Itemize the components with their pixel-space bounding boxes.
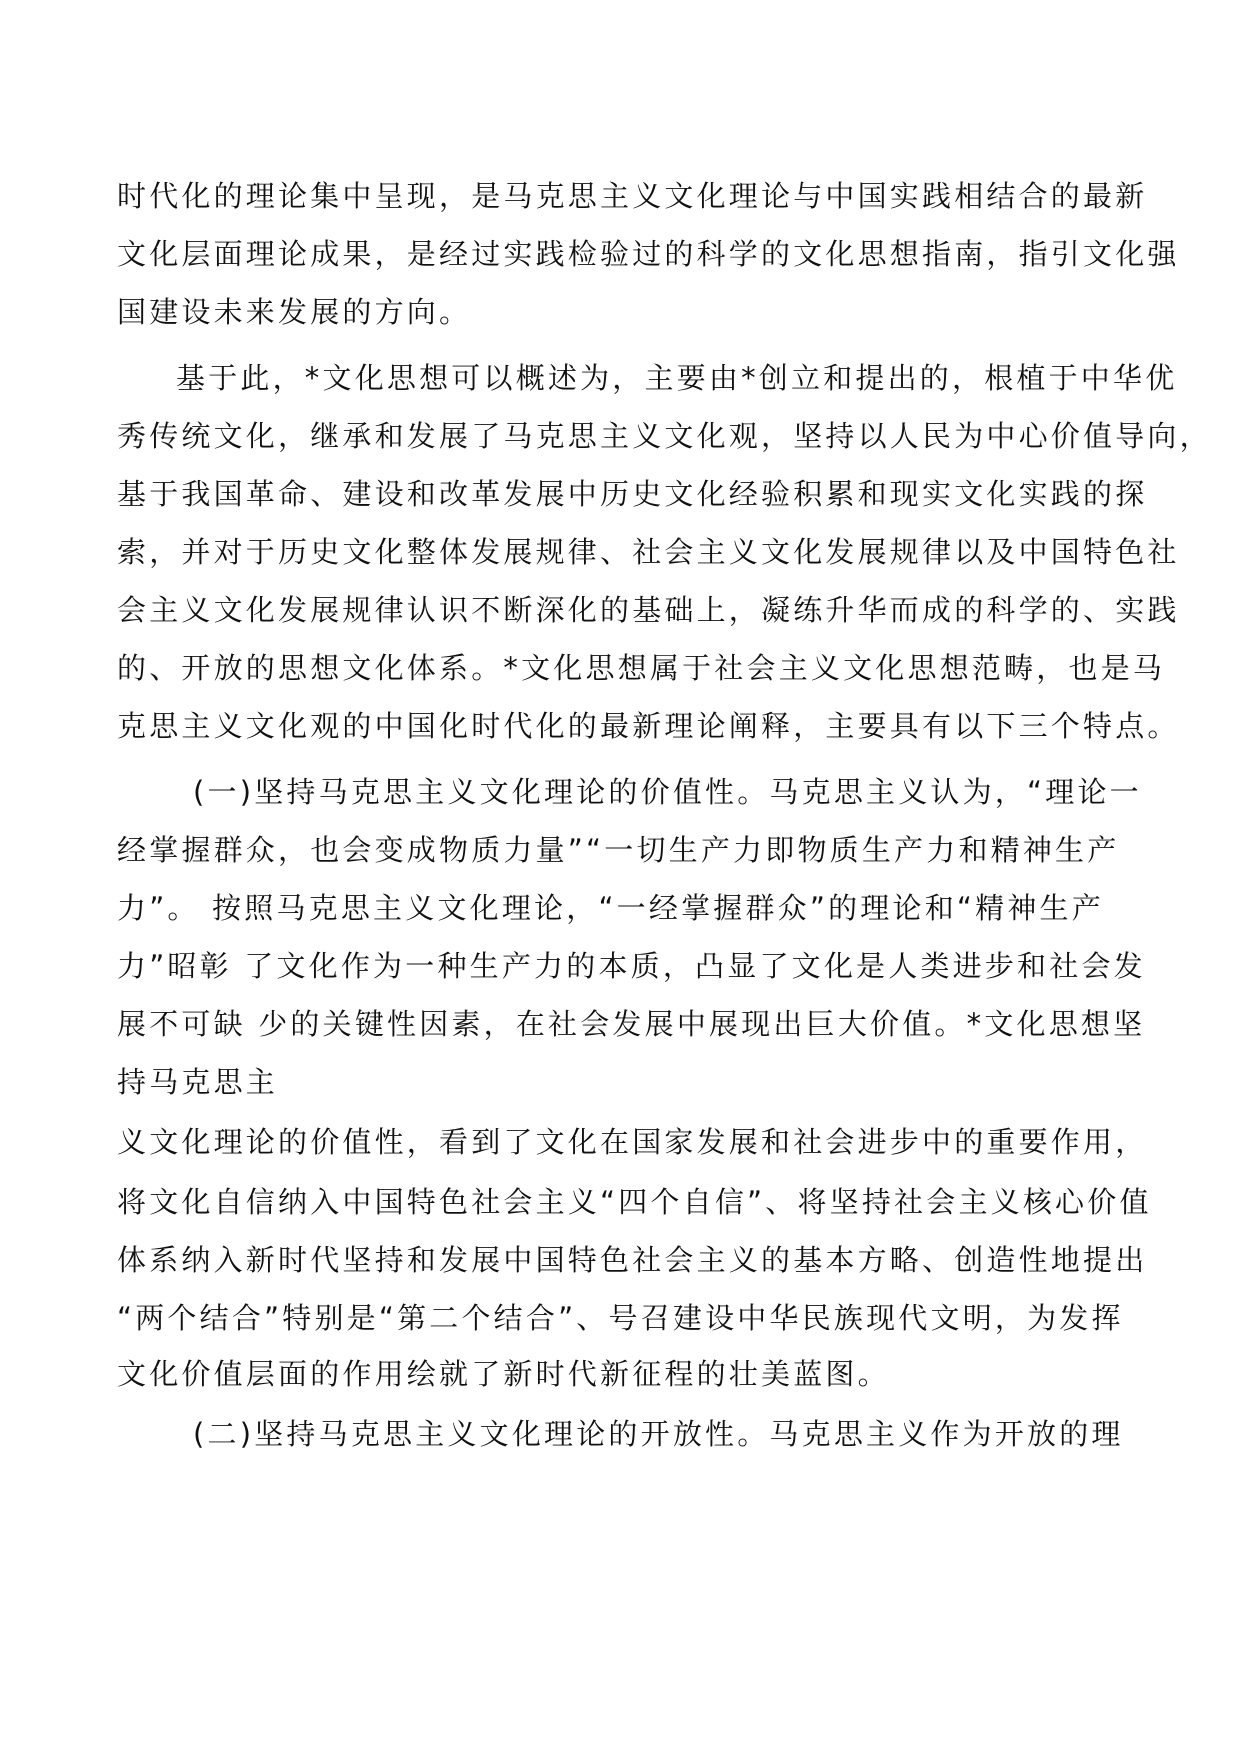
text-line: 时代化的理论集中呈现，是马克思主义文化理论与中国实践相结合的最新 bbox=[117, 179, 1148, 213]
text-line: 基于我国革命、建设和改革发展中历史文化经验积累和现实文化实践的探 bbox=[117, 477, 1148, 511]
text-line: 力”昭彰 了文化作为一种生产力的本质，凸显了文化是人类进步和社会发 bbox=[117, 949, 1146, 983]
text-line: 力”。 按照马克思主义文化理论，“一经掌握群众”的理论和“精神生产 bbox=[117, 891, 1104, 925]
text-line: 展不可缺 少的关键性因素，在社会发展中展现出巨大价值。*文化思想坚 bbox=[117, 1007, 1146, 1041]
text-line: 体系纳入新时代坚持和发展中国特色社会主义的基本方略、创造性地提出 bbox=[117, 1243, 1148, 1277]
text-line: 会主义文化发展规律认识不断深化的基础上，凝练升华而成的科学的、实践 bbox=[117, 593, 1180, 627]
text-line: 秀传统文化，继承和发展了马克思主义文化观，坚持以人民为中心价值导向， bbox=[117, 419, 1212, 453]
text-line: 克思主义文化观的中国化时代化的最新理论阐释，主要具有以下三个特点。 bbox=[117, 709, 1180, 743]
text-line: 义文化理论的价值性，看到了文化在国家发展和社会进步中的重要作用， bbox=[117, 1125, 1148, 1159]
text-line: 的、开放的思想文化体系。*文化思想属于社会主义文化思想范畴，也是马 bbox=[117, 651, 1166, 685]
text-line: “两个结合”特别是“第二个结合”、号召建设中华民族现代文明，为发挥 bbox=[117, 1301, 1124, 1335]
text-line: 将文化自信纳入中国特色社会主义“四个自信”、将坚持社会主义核心价值 bbox=[117, 1185, 1152, 1219]
paragraph-start-line: 基于此，*文化思想可以概述为，主要由*创立和提出的，根植于中华优 bbox=[176, 361, 1178, 395]
text-line: 国建设未来发展的方向。 bbox=[117, 295, 472, 329]
text-line: 文化价值层面的作用绘就了新时代新征程的壮美蓝图。 bbox=[117, 1357, 890, 1391]
text-line: 文化层面理论成果，是经过实践检验过的科学的文化思想指南，指引文化强 bbox=[117, 237, 1180, 271]
text-line: 经掌握群众，也会变成物质力量”“一切生产力即物质生产力和精神生产 bbox=[117, 833, 1120, 867]
text-line: 索，并对于历史文化整体发展规律、社会主义文化发展规律以及中国特色社 bbox=[117, 535, 1180, 569]
section-heading-line: (二)坚持马克思主义文化理论的开放性。马克思主义作为开放的理 bbox=[193, 1417, 1124, 1451]
text-line: 持马克思主 bbox=[117, 1065, 279, 1099]
section-heading-line: (一)坚持马克思主义文化理论的价值性。马克思主义认为，“理论一 bbox=[193, 775, 1142, 809]
